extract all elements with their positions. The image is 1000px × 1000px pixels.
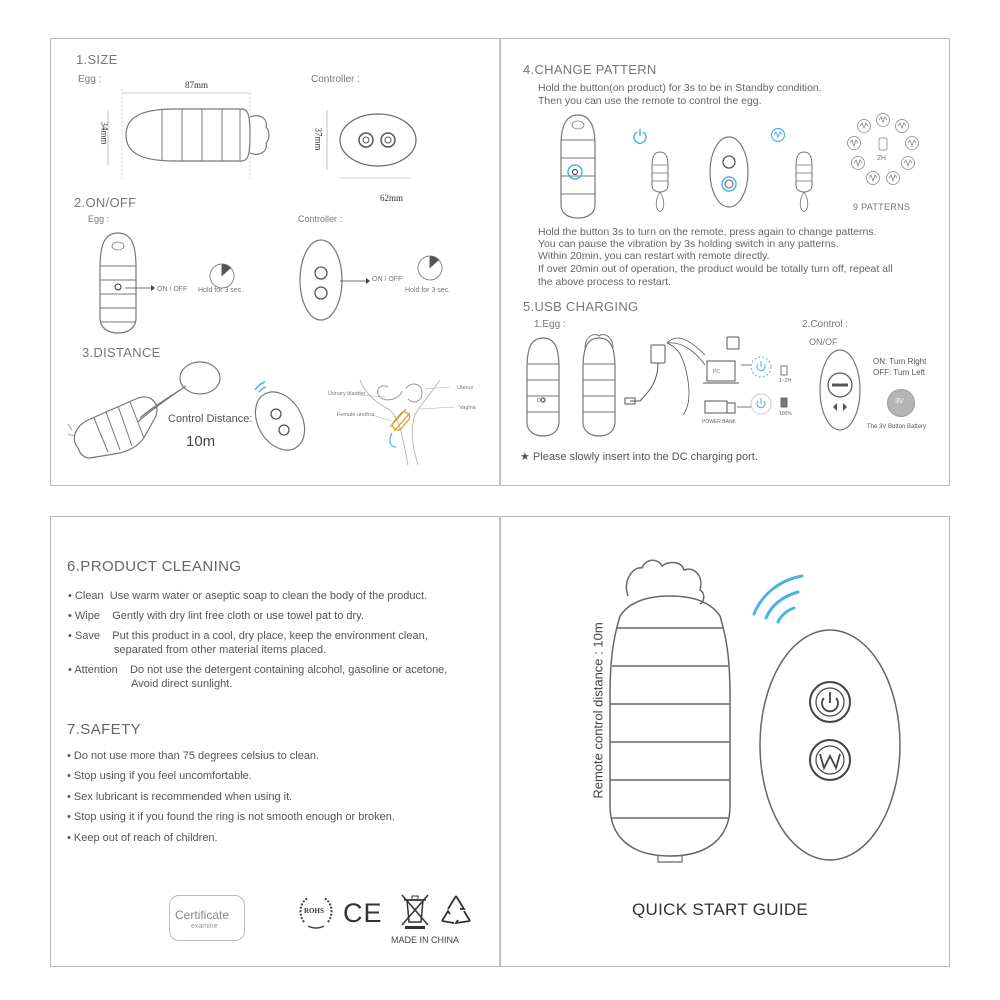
egg-on-off-label: ON / OFF bbox=[157, 286, 188, 293]
power-bank-label: POWER BANK bbox=[702, 419, 736, 425]
ce-mark: CE bbox=[343, 898, 383, 928]
pattern-detail-3: Within 20min, you can restart with remote directly. bbox=[538, 250, 770, 262]
patterns-label: 9 PATTERNS bbox=[853, 202, 911, 212]
size-controller-label: Controller : bbox=[311, 74, 360, 85]
save-text: Put this product in a cool, dry place, keep the environment clean, bbox=[112, 630, 428, 642]
egg-pattern-illustration bbox=[553, 110, 603, 220]
small-egg-icon bbox=[648, 150, 672, 220]
egg-dc-label: DC bbox=[537, 398, 545, 404]
battery-caption: The 3V Button Battery bbox=[867, 424, 927, 430]
charge-percent-label: 100% bbox=[779, 411, 792, 417]
size-title: 1.SIZE bbox=[76, 52, 118, 67]
arrow-icon bbox=[340, 276, 370, 286]
distance-label: Control Distance: bbox=[168, 413, 253, 425]
quick-start-title: QUICK START GUIDE bbox=[632, 900, 809, 919]
safety-item: • Sex lubricant is recommended when using it. bbox=[67, 791, 293, 803]
controller-hold-text bbox=[405, 287, 450, 294]
made-in-label: MADE IN CHINA bbox=[391, 935, 460, 945]
safety-item: • Stop using if you feel uncomfortable. bbox=[67, 770, 252, 782]
safety-item: • Do not use more than 75 degrees celsius to clean. bbox=[67, 750, 320, 762]
charging-status-icon bbox=[748, 354, 774, 420]
ctrl-height-dim: 37mm bbox=[313, 127, 324, 151]
pattern-detail-5: the above process to restart. bbox=[538, 276, 672, 288]
recycle-icon bbox=[438, 893, 474, 927]
controller-on-off-label: ON / OFF bbox=[372, 276, 403, 283]
timer-icon bbox=[415, 253, 445, 283]
egg-hold-text bbox=[198, 287, 243, 294]
onoff-title: 2.ON/OFF bbox=[74, 195, 137, 210]
battery-3v-label: 3V bbox=[895, 398, 904, 405]
anatomy-female-urethra: Female urethra bbox=[337, 412, 375, 418]
pattern-detail-1: Hold the button 3s to turn on the remote, press again to change patterns. bbox=[538, 226, 877, 238]
size-egg-label: Egg : bbox=[78, 74, 102, 85]
wipe-key: Wipe bbox=[74, 610, 100, 622]
egg-size-illustration bbox=[100, 85, 280, 185]
anatomy-vagina: Vagina bbox=[459, 405, 476, 411]
control-battery-illustration bbox=[815, 345, 865, 435]
distance-value: 10m bbox=[186, 433, 216, 450]
onoff-egg-label: Egg : bbox=[88, 214, 110, 224]
pattern-title: 4.CHANGE PATTERN bbox=[523, 62, 657, 77]
hold-time: 3 sec. bbox=[224, 287, 244, 294]
attention-item: • Attention Do not use the detergent containing alcohol, gasoline or acetone, bbox=[68, 664, 448, 676]
turn-on-label: ON: Turn Right bbox=[873, 357, 927, 366]
ctrl-width-dim: 62mm bbox=[380, 193, 404, 203]
hold-prefix: Hold for bbox=[198, 287, 223, 294]
clean-text: Use warm water or aseptic soap to clean the body of the product. bbox=[109, 590, 428, 602]
safety-item: • Stop using it if you found the ring is not smooth enough or broken. bbox=[67, 811, 395, 823]
distance-title: 3.DISTANCE bbox=[82, 345, 161, 360]
patterns-dial-icon bbox=[846, 112, 920, 192]
clean-item: • Clean Use warm water or aseptic soap to clean the body of the product. bbox=[68, 590, 428, 602]
save-item: • Save Put this product in a cool, dry place, keep the environment clean, bbox=[68, 630, 428, 642]
onoff-controller-label: Controller : bbox=[298, 214, 343, 224]
rohs-label: ROHS bbox=[304, 907, 324, 915]
safety-title: 7.SAFETY bbox=[67, 721, 142, 738]
wipe-item: • Wipe Gently with dry lint free cloth or use towel pat to dry. bbox=[68, 610, 364, 622]
wave-button-icon bbox=[770, 127, 786, 143]
pattern-detail-2: You can pause the vibration by 3s holding switch in any patterns. bbox=[538, 238, 839, 250]
pattern-intro-1: Hold the button(on product) for 3s to be in Standby condition. bbox=[538, 82, 822, 94]
usb-onof-label: ON/OF bbox=[809, 337, 838, 347]
clean-key: Clean bbox=[74, 590, 104, 602]
cleaning-title: 6.PRODUCT CLEANING bbox=[67, 558, 242, 575]
attention-item-continued: Avoid direct sunlight. bbox=[131, 678, 233, 690]
save-item-continued: separated from other material items placed. bbox=[114, 644, 327, 656]
safety-item: • Keep out of reach of children. bbox=[67, 832, 218, 844]
remote-distance-illustration bbox=[245, 378, 315, 458]
hold-prefix: Hold for bbox=[405, 287, 430, 294]
power-icon bbox=[632, 128, 648, 144]
weee-bin-icon bbox=[399, 892, 431, 930]
certificate-sub: examine bbox=[191, 923, 218, 930]
attention-key: Attention bbox=[74, 664, 118, 676]
charge-time-label: 1~2H bbox=[779, 378, 792, 384]
dial-center-label: 2H bbox=[877, 155, 886, 162]
egg-quick-start-illustration bbox=[600, 556, 740, 876]
wipe-text: Gently with dry lint free cloth or use towel pat to dry. bbox=[112, 610, 364, 622]
egg-width-dim: 34mm bbox=[99, 121, 110, 145]
pc-label: PC bbox=[713, 369, 720, 375]
remote-pattern-illustration bbox=[704, 132, 754, 212]
hold-time: 3 sec. bbox=[431, 287, 451, 294]
remote-distance-vertical: Remote control distance : 10m bbox=[590, 622, 606, 799]
pattern-intro-2: Then you can use the remote to control the egg. bbox=[538, 95, 762, 107]
anatomy-uterus: Uterus bbox=[457, 385, 474, 391]
panel-cleaning-safety bbox=[50, 516, 500, 967]
usb-egg-label: 1.Egg : bbox=[534, 319, 566, 330]
certificate-title: Certificate bbox=[175, 908, 230, 922]
egg-length-dim: 87mm bbox=[185, 80, 209, 90]
battery-icon bbox=[779, 364, 792, 412]
pattern-detail-4: If over 20min out of operation, the product would be totally turn off, repeat all bbox=[538, 263, 893, 275]
usb-title: 5.USB CHARGING bbox=[523, 299, 639, 314]
arrow-icon bbox=[125, 283, 155, 293]
save-key: Save bbox=[74, 630, 100, 642]
attention-text: Do not use the detergent containing alcohol, gasoline or acetone, bbox=[129, 664, 448, 676]
remote-quick-start-illustration bbox=[740, 570, 930, 870]
controller-size-illustration bbox=[320, 100, 440, 200]
turn-off-label: OFF: Turn Left bbox=[873, 368, 926, 377]
anatomy-urinary-bladder: Urinary bladder bbox=[328, 391, 366, 397]
small-egg-icon bbox=[792, 150, 816, 220]
usb-note: ★ Please slowly insert into the DC charging port. bbox=[520, 451, 758, 463]
usb-control-label: 2.Control : bbox=[802, 319, 849, 330]
